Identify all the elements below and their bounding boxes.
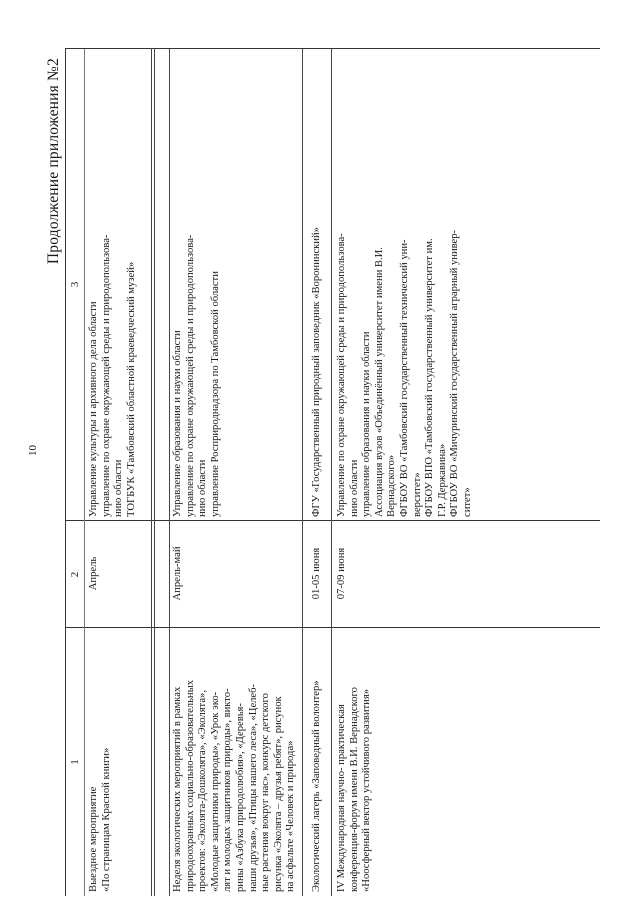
column-divider bbox=[66, 520, 600, 521]
row-divider bbox=[302, 49, 303, 896]
row-3-date: 01-05 июня bbox=[311, 547, 322, 600]
header-col-1: 1 bbox=[69, 759, 81, 765]
double-rule bbox=[151, 48, 155, 896]
row-2-event: Неделя экологических мероприятий в рамках природоохранных социально-образовательных проектов: «Эколята-Дошколята», «Эколята», «Молодые защитники природы», «Урок эко- лят и молодых защитников природы», викто- рины «Азбука природолюбия», «Деревья- наши друзья», «Птицы нашего леса», «Целеб- ные растения вокруг нас», конкурс детского рисунка «Эколята – друзья ребят», рисунок на асфальте «Человек и природа» bbox=[172, 679, 297, 892]
row-3-organizers: ФГУ «Государственный природный заповедник «Воронинский» bbox=[311, 227, 322, 517]
row-4-event: IV Международная научно- практическая конференция-форум имени В.И. Вернадского «Ноосферный вектор устойчивого развития» bbox=[336, 687, 373, 892]
header-divider bbox=[84, 49, 85, 896]
row-3-event: Экологический лагерь «Заповедный волонтер» bbox=[311, 680, 322, 892]
row-1-organizers: Управление культуры и архивного дела области управление по охране окружающей среды и природопользова- нию области ТОГБУК «Тамбовский областной краеведческий музей» bbox=[88, 234, 137, 517]
page-number: 10 bbox=[27, 445, 39, 456]
row-2-organizers: Управление образования и науки области управление по охране окружающей среды и природопользова- нию области управление Росприроднадзора по Тамбовской области bbox=[172, 234, 221, 517]
header-col-3: 3 bbox=[69, 281, 81, 288]
row-1-date: Апрель bbox=[88, 556, 99, 591]
row-1-event: Выездное мероприятие «По страницам Красной книги» bbox=[88, 747, 112, 892]
row-4-organizers: Управление по охране окружающей среды и природопользова- нию области управление образования и науки области Ассоциация вузов «Объединённый университет имени В.И. Вернадского» ФГБОУ ВО «Тамбовский государственный технический уни- верситет» ФГБОУ ВПО «Тамбовский государственный университет им. Г.Р. Державина» ФГБОУ ВО «Мичуринский государственный аграрный универ- ситет» bbox=[336, 229, 473, 517]
row-2-date: Апрель-май bbox=[172, 546, 183, 601]
continuation-title: Продолжение приложения №2 bbox=[45, 58, 62, 265]
row-4-date: 07-09 июня bbox=[336, 547, 347, 600]
header-col-2: 2 bbox=[69, 571, 81, 578]
column-divider bbox=[66, 627, 600, 628]
events-table bbox=[65, 48, 600, 896]
row-divider bbox=[169, 49, 170, 896]
row-divider bbox=[331, 49, 332, 896]
